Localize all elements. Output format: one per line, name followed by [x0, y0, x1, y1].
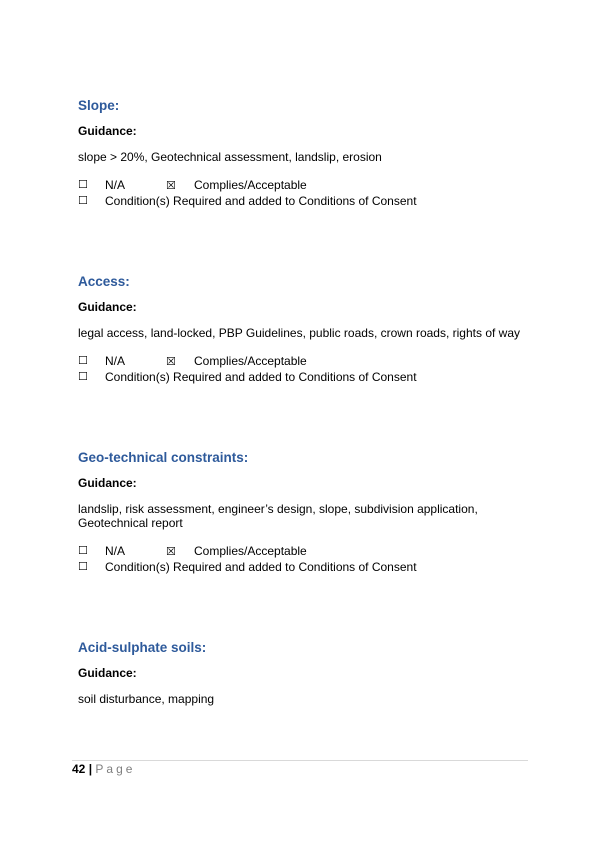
page-footer: [72, 760, 528, 776]
section-heading: Acid-sulphate soils:: [78, 640, 207, 655]
checkbox-group: [78, 543, 539, 575]
check-row-status: [78, 177, 539, 193]
guidance-label: Guidance:: [78, 666, 137, 680]
guidance-label: Guidance:: [78, 124, 137, 138]
check-row-condition: [78, 559, 539, 575]
checkbox-na[interactable]: ☐: [78, 544, 88, 557]
page-word: Page: [95, 762, 136, 776]
checkbox-group: [78, 177, 539, 209]
section-heading: Geo-technical constraints:: [78, 450, 249, 465]
check-row-status: [78, 353, 539, 369]
checkbox-condition-label: Condition(s) Required and added to Conditions of Consent: [105, 194, 417, 208]
section-heading: Access:: [78, 274, 130, 289]
checkbox-group: [78, 353, 539, 385]
guidance-label: Guidance:: [78, 476, 137, 490]
checkbox-complies-label: Complies/Acceptable: [194, 544, 307, 558]
guidance-text: legal access, land-locked, PBP Guidelines, public roads, crown roads, rights of way: [78, 326, 521, 340]
checkbox-na-label: N/A: [105, 178, 126, 192]
checkbox-condition[interactable]: ☐: [78, 560, 88, 573]
checkbox-condition[interactable]: ☐: [78, 370, 88, 383]
page-number: 42: [72, 762, 86, 776]
checkbox-complies[interactable]: ☒: [166, 354, 176, 368]
checkbox-condition-label: Condition(s) Required and added to Conditions of Consent: [105, 370, 417, 384]
checkbox-na[interactable]: ☐: [78, 178, 88, 191]
section-geotechnical: [78, 450, 539, 575]
section-heading: Slope:: [78, 98, 120, 113]
check-row-condition: [78, 193, 539, 209]
checkbox-complies-label: Complies/Acceptable: [194, 178, 307, 192]
check-row-condition: [78, 369, 539, 385]
section-slope: [78, 98, 539, 209]
checkbox-na-label: N/A: [105, 354, 126, 368]
guidance-text: soil disturbance, mapping: [78, 692, 215, 706]
checkbox-na-label: N/A: [105, 544, 126, 558]
guidance-text: slope > 20%, Geotechnical assessment, landslip, erosion: [78, 150, 382, 164]
check-row-status: [78, 543, 539, 559]
checkbox-complies[interactable]: ☒: [166, 544, 176, 558]
guidance-text: landslip, risk assessment, engineer’s design, slope, subdivision application, Geotechnical report: [78, 502, 478, 530]
guidance-label: Guidance:: [78, 300, 137, 314]
section-acid-sulphate: [78, 640, 539, 706]
section-access: [78, 274, 539, 385]
checkbox-complies-label: Complies/Acceptable: [194, 354, 307, 368]
checkbox-complies[interactable]: ☒: [166, 178, 176, 192]
checkbox-na[interactable]: ☐: [78, 354, 88, 367]
footer-separator: |: [88, 762, 93, 776]
checkbox-condition[interactable]: ☐: [78, 194, 88, 207]
checkbox-condition-label: Condition(s) Required and added to Conditions of Consent: [105, 560, 417, 574]
